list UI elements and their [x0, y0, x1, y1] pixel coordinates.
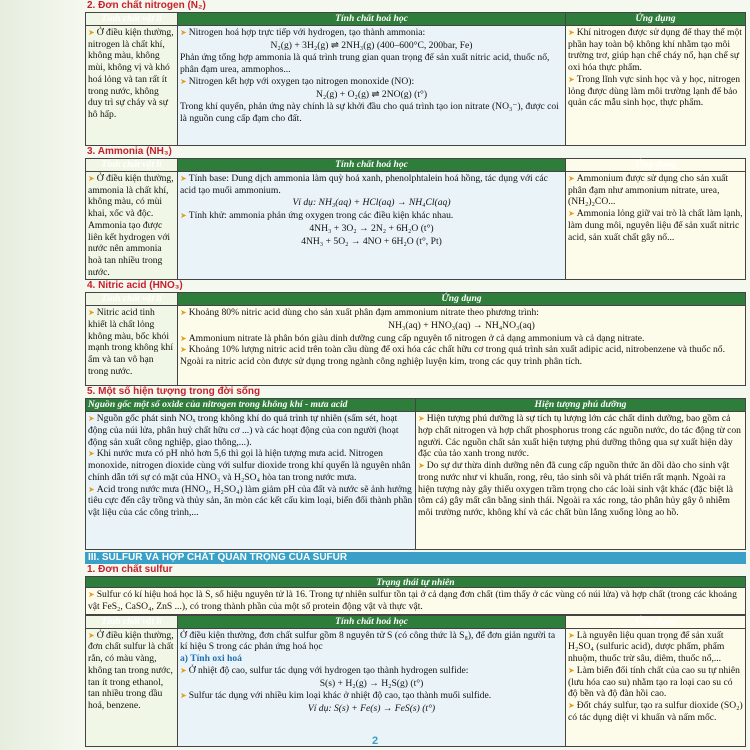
chapter-title-sulfur: III. SULFUR VÀ HỢP CHẤT QUAN TRỌNG CỦA SUFUR — [85, 552, 746, 564]
ammonia-physical: ➤ Ở điều kiện thường, ammonia là chất khí, không màu, có mùi khai, xốc và độc. Ammonia tạo được liên kết hydrogen với nước nên ammonia hoà tan nhiều trong nước. — [88, 173, 175, 278]
ammonia-app-2: ➤ Ammonia lỏng giữ vai trò là chất làm lạnh, làm dung môi, nguyên liệu để sản xuất nitric acid, sản xuất chất gây nổ... — [568, 208, 743, 243]
sulfur-chem-1: Ở điều kiện thường, đơn chất sulfur gồm 8 nguyên tử S (có công thức là S₈), để đơn giản người ta kí hiệu S trong các phản ứng hoá học — [180, 629, 556, 653]
sulfur-table — [85, 615, 746, 747]
nitric-app-2: ➤ Ammonium nitrate là phân bón giàu dinh dưỡng cung cấp nguyên tố nitrogen ở cả dạng ammonium và cả dạng nitrate. — [180, 333, 743, 345]
header-physical: Tính chất vật lí — [86, 13, 178, 26]
header-natural-state: Trạng thái tự nhiên — [85, 576, 746, 588]
ammonia-chem-2: ➤ Tính khử: ammonia phản ứng oxygen trong các điều kiện khác nhau. — [180, 210, 563, 222]
nitrogen-chem-4: Trong khí quyển, phản ứng này chính là sự khởi đầu cho quá trình tạo ion nitrate (NO₃⁻), được coi là nguồn cung cấp đạm cho đất. — [180, 101, 559, 124]
nitrogen-chem-2: Phản ứng tổng hợp ammonia là quá trình trung gian quan trọng để sản xuất nitric acid, thuốc nổ, phân đạm urea, ammophos... — [180, 52, 550, 76]
acid-rain-text-1: ➤ Nguồn gốc phát sinh NOₓ trong không khí do quá trình tự nhiên (sấm sét, hoạt động của núi lửa, phân huỷ chất hữu cơ ...) và các hoạt động của con người (hoạt động sản xuất công nghiệp, giao thông,...). — [88, 413, 413, 448]
phenomena-table — [85, 398, 746, 550]
section-title-phenomena: 5. Một số hiện tượng trong đời sống — [87, 386, 261, 398]
nitric-eq-1: NH₃(aq) + HNO₃(aq) → NH₄NO₃(aq) — [388, 320, 535, 332]
sulfur-app-1: ➤ Là nguyên liệu quan trọng để sản xuất H₂SO₄ (sulfuric acid), dược phẩm, phẩm nhuộm, thuốc trừ sâu, diêm, thuốc nổ,... — [568, 630, 743, 665]
header-physical: Tính chất vật lí — [86, 159, 178, 172]
nitrogen-app-1: ➤ Khí nitrogen được sử dụng để thay thế một phần hay toàn bộ không khí nhằm tạo môi trường trơ, giúp hạn chế cháy nổ, hạn chế sự oxi hóa thực phẩm. — [568, 27, 743, 74]
ammonia-eq-3: 4NH₃ + 5O₂ → 4NO + 6H₂O (t°, Pt) — [301, 235, 442, 247]
nitrogen-table — [85, 12, 746, 146]
eutrophication-text-1: ➤ Hiện tượng phú dưỡng là sự tích tụ lượng lớn các chất dinh dưỡng, bao gồm cả hợp chất nitrogen và hợp chất phosphorus trong các nguồn nước, do tác động từ con người. Các nguồn chất sản xuất hiện tượng phú dưỡng thông qua sự xuất hiện dày đặc của tảo xanh trong nước. — [418, 413, 743, 460]
sulfur-app-3: ➤ Đốt cháy sulfur, tạo ra sulfur dioxide (SO₂) có tác dụng diệt vi khuẩn và nấm mốc. — [568, 700, 743, 723]
section-title-nitric-acid: 4. Nitric acid (HNO₃) — [87, 280, 183, 292]
nitrogen-chem-1: ➤ Nitrogen hoá hợp trực tiếp với hydrogen, tạo thành ammonia: — [180, 27, 563, 39]
ammonia-app-1: ➤ Ammonium được sử dụng cho sản xuất phân đạm như ammonium nitrate, urea, (NH₂)₂CO... — [568, 173, 743, 208]
sulfur-app-2: ➤ Làm biến đổi tính chất của cao su tự nhiên (lưu hóa cao su) nhằm tạo ra loại cao su có độ bền và độ đàn hồi cao. — [568, 665, 743, 700]
header-chemical: Tính chất hoá học — [178, 159, 566, 172]
nitrogen-physical: ➤ Ở điều kiện thường, nitrogen là chất khí, không màu, không mùi, không vị và khó hoá lỏng và tan rất ít trong nước, không duy trì sự cháy và sự hô hấp. — [88, 27, 175, 121]
sulfur-eq-1: S(s) + H₂(g) → H₂S(g) (t°) — [319, 677, 424, 689]
nitric-app-3: ➤ Khoảng 10% lượng nitric acid trên toàn cầu dùng để oxi hóa các chất hữu cơ trong quá trình sản xuất adipic acid, nitrobenzene và thuốc nổ. Ngoài ra nitric acid còn được sử dụng trong ngành công nghiệp luyện kim, trong các quy trình phân tích. — [180, 344, 743, 367]
acid-rain-text-2: ➤ Khi nước mưa có pH nhỏ hơn 5,6 thì gọi là hiện tượng mưa acid. Nitrogen monoxide, nitrogen dioxide cùng với sulfur dioxide trong khí quyển là nguyên nhân chính dẫn tới sự có mặt của HNO₃ và H₂SO₄ hòa tan trong nước mưa. — [88, 448, 413, 483]
section-title-nitrogen: 2. Đơn chất nitrogen (N₂) — [87, 0, 206, 11]
nitrogen-chem-3: ➤ Nitrogen kết hợp với oxygen tạo nitrogen monoxide (NO): — [180, 76, 563, 88]
sulfur-eq-2: Ví dụ: S(s) + Fe(s) → FeS(s) (t°) — [307, 702, 436, 714]
acid-rain-text-3: ➤ Acid trong nước mưa (HNO₃, H₂SO₄) làm giảm pH của đất và nước sẽ ảnh hưởng tiêu cực đến cây trồng và thủy sản, ăn mòn các kết cấu kim loại, biến đổi thành phần vật liệu của các công trình,... — [88, 484, 413, 519]
page-number: 2 — [371, 734, 379, 747]
nitrogen-eq-2: N₂(g) + O₂(g) ⇌ 2NO(g) (t°) — [315, 88, 428, 100]
section-title-sulfur: 1. Đơn chất sulfur — [87, 564, 173, 576]
sulfur-chem-3: ➤ Ở nhiệt độ cao, sulfur tác dụng với hydrogen tạo thành hydrogen sulfide: — [180, 665, 563, 677]
nitrogen-eq-1: N₂(g) + 3H₂(g) ⇌ 2NH₃(g) (400–600°C, 200bar, Fe) — [270, 39, 473, 51]
nitric-app-1: ➤ Khoảng 80% nitric acid dùng cho sản xuất phân đạm ammonium nitrate theo phương trình: — [180, 307, 743, 319]
header-chemical: Tính chất hoá học — [178, 13, 566, 26]
ammonia-eq-2: 4NH₃ + 3O₂ → 2N₂ + 6H₂O (t°) — [309, 222, 434, 234]
sulfur-physical: ➤ Ở điều kiện thường, đơn chất sulfur là chất rắn, có màu vàng, không tan trong nước, tan ít trong ethanol, tan nhiều trong dầu hoả, benzene. — [88, 630, 175, 712]
header-acid-rain: Nguồn gốc một số oxide của nitrogen trong không khí - mưa acid — [86, 399, 416, 412]
nitric-acid-table — [85, 292, 746, 386]
header-physical: Tính chất vật lí — [86, 293, 178, 306]
nitric-physical: ➤ Nitric acid tinh khiết là chất lỏng không màu, bốc khói mạnh trong không khí ẩm và tan vô hạn trong nước. — [88, 307, 175, 377]
sulfur-chem-4: ➤ Sulfur tác dụng với nhiều kim loại khác ở nhiệt độ cao, tạo thành muối sulfide. — [180, 690, 563, 702]
ammonia-eq-1: Ví dụ: NH₃(aq) + HCl(aq) → NH₄Cl(aq) — [292, 197, 451, 209]
section-title-ammonia: 3. Ammonia (NH₃) — [87, 146, 172, 157]
header-application: Ứng dụng — [566, 615, 746, 628]
sulfur-chem-2: a) Tính oxi hoá — [180, 653, 242, 665]
sulfur-natural-state: ➤ Sulfur có kí hiệu hoá học là S, số hiệu nguyên tử là 16. Trong tự nhiên sulfur tồn tại ở cả dạng đơn chất (tìm thấy ở các vùng có núi lửa) và hợp chất (trong các khoáng vật FeS₂, CaSO₄, ZnS ...), có trong thành phần của một số protein động vật và thực vật. — [88, 589, 743, 612]
header-physical: Tính chất vật lí — [86, 615, 178, 628]
header-chemical: Tính chất hoá học — [178, 615, 566, 628]
header-application: Ứng dụng — [566, 13, 746, 26]
header-application: Ứng dụng — [178, 293, 746, 306]
ammonia-table — [85, 158, 746, 280]
ammonia-chem-1: ➤ Tính base: Dung dịch ammonia làm quỳ hoá xanh, phenolphtalein hoá hồng, tác dụng với các acid tạo muối ammonium. — [180, 173, 563, 196]
nitrogen-app-2: ➤ Trong lĩnh vực sinh học và y học, nitrogen lỏng được dùng làm môi trường lạnh để bảo quản các mẫu sinh học, thực phẩm. — [568, 74, 743, 109]
eutrophication-text-2: ➤ Do sự dư thừa dinh dưỡng nên đã cung cấp nguồn thức ăn dồi dào cho sinh vật trong nước như vi khuẩn, rong, rêu, tảo sinh sôi và phát triển rất mạnh. Ngoài ra hiện tượng này gây thiếu oxygen trầm trọng cho các loài sinh vật khác (đặc biệt là tôm cá) gây mất cân bằng sinh thái. Ngoài ra xác rong, tảo phân hủy gây ô nhiễm môi trường nước, không khí và các chất bùn lắng xuống lòng ao hồ. — [418, 460, 743, 519]
header-application: Ứng dụng — [566, 159, 746, 172]
header-eutrophication: Hiện tượng phú dưỡng — [416, 399, 746, 412]
